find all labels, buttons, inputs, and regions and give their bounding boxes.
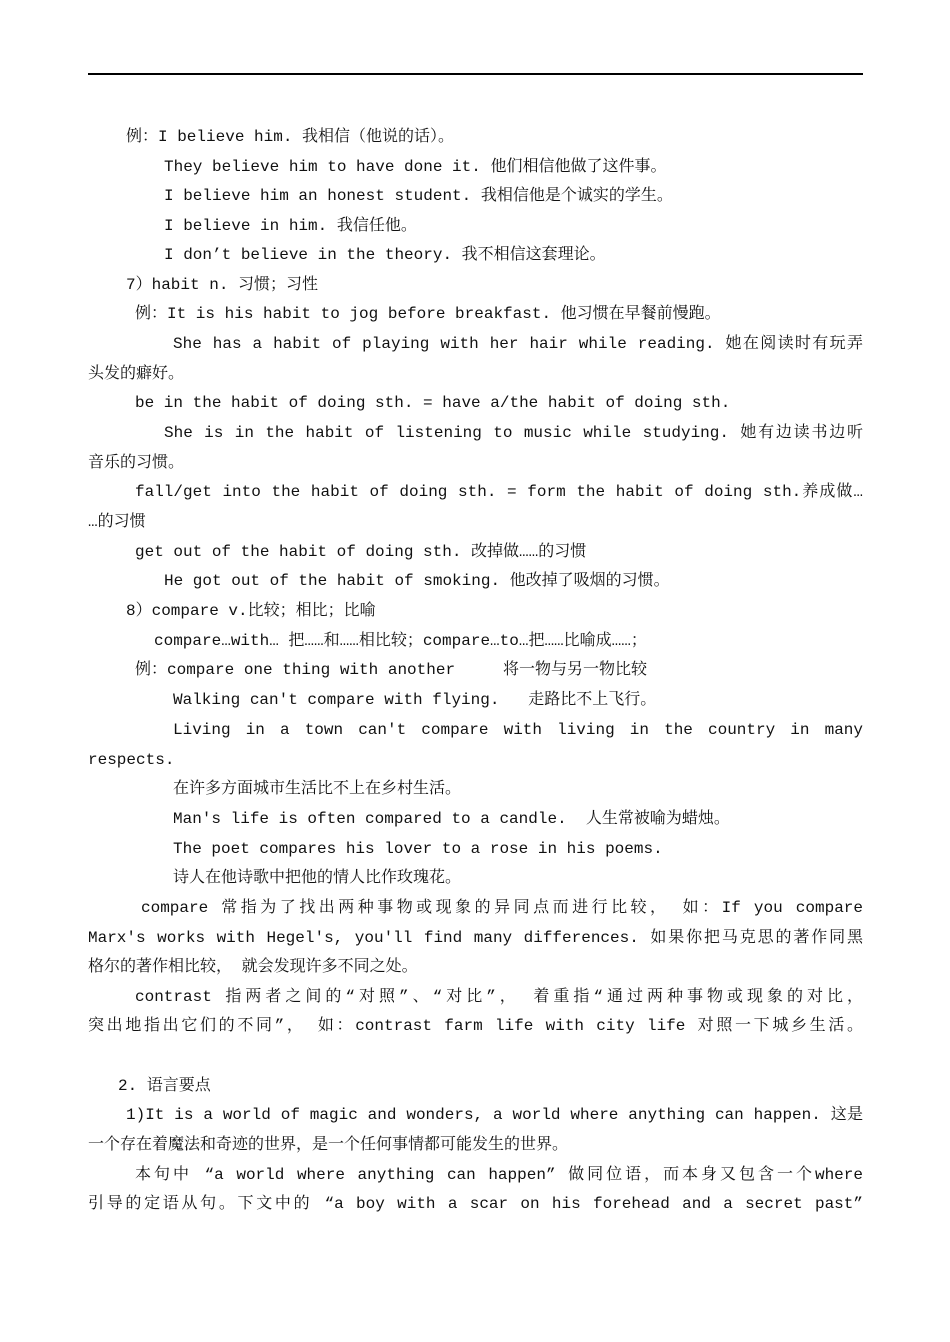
section-heading: 2. 语言要点 bbox=[118, 1077, 211, 1095]
text-line: I don’t believe in the theory. 我不相信这套理论。 bbox=[164, 246, 606, 264]
text-line: compare…with… 把……和……相比较；compare…to…把……比喻成……； bbox=[154, 632, 647, 650]
text-line: 本句中 “a world where anything can happen” 做同位语，而本身又包含一个where bbox=[135, 1166, 863, 1184]
text-line: 在许多方面城市生活比不上在乡村生活。 bbox=[173, 780, 462, 798]
text-line: 一个存在着魔法和奇迹的世界，是一个任何事情都可能发生的世界。 bbox=[88, 1136, 569, 1154]
text-line: 例：compare one thing with another 将一物与另一物比较 bbox=[135, 661, 648, 679]
text-line: I believe in him. 我信任他。 bbox=[164, 217, 417, 235]
text-line: 引导的定语从句。下文中的 “a boy with a scar on his forehead and a secret past” bbox=[88, 1195, 863, 1213]
text-line: fall/get into the habit of doing sth. = form the habit of doing sth.养成做… bbox=[135, 483, 863, 501]
text-line: Man's life is often compared to a candle. 人生常被喻为蜡烛。 bbox=[173, 810, 730, 828]
text-line: I believe him an honest student. 我相信他是个诚实的学生。 bbox=[164, 187, 673, 205]
text-line: She is in the habit of listening to music while studying. 她有边读书边听 bbox=[164, 424, 863, 442]
text-line: 例：I believe him. 我相信（他说的话）。 bbox=[126, 128, 455, 146]
text-line: respects. bbox=[88, 751, 175, 769]
text-line: 7）habit n. 习惯；习性 bbox=[126, 276, 319, 294]
text-line: He got out of the habit of smoking. 他改掉了吸烟的习惯。 bbox=[164, 572, 670, 590]
text-line: 突出地指出它们的不同”， 如：contrast farm life with city life 对照一下城乡生活。 bbox=[88, 1017, 863, 1035]
text-line: …的习惯 bbox=[88, 513, 146, 531]
text-line: 例：It is his habit to jog before breakfast. 他习惯在早餐前慢跑。 bbox=[135, 305, 721, 323]
text-line: 格尔的著作相比较， 就会发现许多不同之处。 bbox=[88, 958, 418, 976]
text-line: 头发的癖好。 bbox=[88, 365, 185, 383]
text-line: 8）compare v.比较；相比；比喻 bbox=[126, 602, 376, 620]
text-line: They believe him to have done it. 他们相信他做了这件事。 bbox=[164, 158, 667, 176]
text-line: Walking can't compare with flying. 走路比不上飞行。 bbox=[173, 691, 657, 709]
text-line: 音乐的习惯。 bbox=[88, 454, 185, 472]
text-line: 1)It is a world of magic and wonders, a world where anything can happen. 这是 bbox=[126, 1106, 863, 1124]
text-line: get out of the habit of doing sth. 改掉做……的习惯 bbox=[135, 543, 587, 561]
text-line: 诗人在他诗歌中把他的情人比作玫瑰花。 bbox=[173, 869, 462, 887]
text-line: The poet compares his lover to a rose in his poems. bbox=[173, 840, 663, 858]
text-line: She has a habit of playing with her hair while reading. 她在阅读时有玩弄 bbox=[173, 335, 863, 353]
text-line: contrast 指两者之间的“对照”、“对比”， 着重指“通过两种事物或现象的对比， bbox=[135, 988, 863, 1006]
text-line: be in the habit of doing sth. = have a/the habit of doing sth. bbox=[135, 394, 731, 412]
header-rule bbox=[88, 73, 863, 75]
text-line: compare 常指为了找出两种事物或现象的异同点而进行比较， 如：If you compare bbox=[141, 899, 863, 917]
text-line: Living in a town can't compare with living in the country in many bbox=[173, 721, 863, 739]
text-line: Marx's works with Hegel's, you'll find many differences. 如果你把马克思的著作同黑 bbox=[88, 929, 863, 947]
